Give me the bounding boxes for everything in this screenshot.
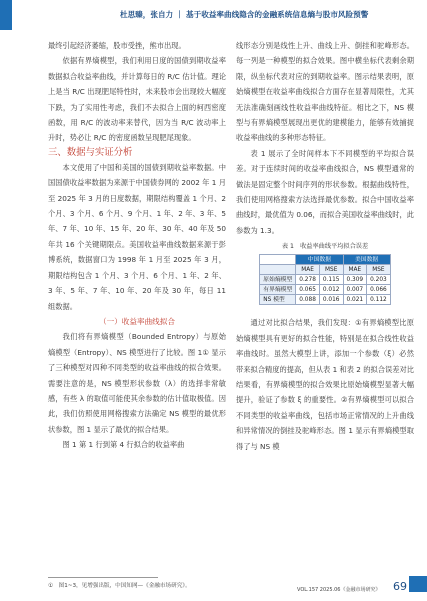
table-row bbox=[260, 295, 390, 305]
table-cell: 0.203 bbox=[367, 275, 391, 285]
journal-source: VOL.157 2025.06《金融市场研究》 bbox=[297, 587, 381, 593]
table-subheader: MAE bbox=[296, 265, 320, 275]
table-cell: 0.065 bbox=[296, 285, 320, 295]
footnote: ① 图1~3，见增强出版，中国知网—《金融市场研究》。 bbox=[48, 583, 191, 589]
page-header bbox=[0, 0, 427, 30]
table-cell: 0.066 bbox=[367, 285, 391, 295]
page-number: 69 bbox=[393, 580, 407, 593]
table-row-label: 有界熵模型 bbox=[260, 285, 296, 295]
table-row bbox=[260, 285, 390, 295]
table-row-label: 原始熵模型 bbox=[260, 275, 296, 285]
paragraph: 通过对比拟合结果，我们发现：①有界熵模型比原始熵模型具有更好的拟合性能，特别是在拟合线性收益率曲线时。虽然大模型上讲，添加一个参数（ξ）必然带来拟合精度的提高，但从表 1 和表 2 的拟合误差对比结果看，有界熵模型的拟合效果比原始熵模型显著大幅提升，验证了参数 ξ 的重要性。②有界熵模型可以拟合不同类型的收益率曲线，包括市场正常情况的上升曲线和异常情况的倒挂及驼峰形态。图 1 显示有界熵模型取得了与 NS 模 bbox=[236, 318, 414, 451]
table-corner-cell bbox=[260, 255, 296, 265]
table-group-header-row bbox=[260, 255, 390, 265]
page-tab-decoration bbox=[409, 576, 427, 592]
paragraph: 最终引起经济萎缩，股市受挫，熊市出现。 bbox=[48, 41, 186, 50]
paragraph: 表 1 展示了全时间样本下不同模型的平均拟合误差。对于连续时间的收益率曲线拟合，NS 模型通常的做法是固定整个时间序列的形状参数。根据曲线特性，我们使用网格搜索方法选择最优参数。拟合中国收益率曲线时，最优值为 0.06，而拟合美国收益率曲线时，此参数为 1.3。 bbox=[236, 148, 414, 235]
paragraph: 我们将有界熵模型（Bounded Entropy）与原始熵模型（Entropy）、NS 模型进行了比较。图 1① 显示了三种模型对四种不同类型的收益率曲线的拟合效果。需要注意的是，NS 模型形状参数（λ）的选择非常敏感，有些 λ 的取值可能使其余参数的估计值取极值。因此，我们仿照使用网格搜索方法确定 NS 模型的最优形状参数，图 1 显示了最优的拟合结果。 bbox=[48, 332, 226, 434]
table-row-label: NS 模型 bbox=[260, 295, 296, 305]
table-cell: 0.016 bbox=[319, 295, 343, 305]
table-subheader-row bbox=[260, 265, 390, 275]
table-subheader: MSE bbox=[367, 265, 391, 275]
table-subheader: MAE bbox=[343, 265, 367, 275]
header-accent-bar bbox=[0, 0, 12, 30]
footnote-divider bbox=[48, 577, 158, 578]
table-cell: 0.309 bbox=[343, 275, 367, 285]
paragraph: 本文使用了中国和美国的国债到期收益率数据。中国国债收益率数据为来源于中国债券网的 2002 年 1 月至 2025 年 3 月的日度数据，期限结构覆盖 1 个月、2 个月、3 个月、6 个月、9 个月、1 年、2 年、3 年、5 年、7 年、10 年、15 年、20 年、30 年、40 年及 50 年共 16 个关键期限点。美国收益率曲线数据来源于彭博系统，数据窗口为 1998 年 1 月至 2025 年 3 月，期限结构包含 1 个月、3 个月、6 个月、1 年、2 年、3 年、5 年、7 年、10 年、20 年及 30 年，每日 11 组数据。 bbox=[48, 162, 226, 311]
right-column bbox=[236, 38, 414, 454]
table-row bbox=[260, 275, 390, 285]
paragraph: 线形态分别是线性上升、曲线上升、倒挂和驼峰形态。每一列是一种模型的拟合效果。图中横坐标代表剩余期限，纵坐标代表对应的到期收益率。图示结果表明，原始熵模型在收益率曲线拟合方面存在显著局限性，尤其无法准确刻画线性收益率曲线特征。相比之下，NS 模型与有界熵模型展现出更优的建模能力，能够有效捕捉收益率曲线的多种形态特征。 bbox=[236, 41, 414, 143]
subsection-title: （一）收益率曲线拟合 bbox=[99, 316, 175, 326]
left-column bbox=[48, 38, 226, 453]
table-cell: 0.012 bbox=[319, 285, 343, 295]
table-cell: 0.115 bbox=[319, 275, 343, 285]
table-cell: 0.007 bbox=[343, 285, 367, 295]
running-header: 杜思臻，张自力 ｜ 基于收益率曲线隐含的金融系统信息熵与股市风险预警 bbox=[120, 10, 369, 19]
table-group-header: 中国数据 bbox=[296, 255, 343, 265]
table-cell: 0.021 bbox=[343, 295, 367, 305]
table-subheader: MSE bbox=[319, 265, 343, 275]
table-caption: 表 1 收益率曲线平均拟合误差 bbox=[281, 243, 369, 251]
table-cell: 0.278 bbox=[296, 275, 320, 285]
section-title: 三、数据与实证分析 bbox=[48, 146, 133, 158]
table-cell: 0.112 bbox=[367, 295, 391, 305]
error-table bbox=[259, 254, 390, 305]
paragraph: 图 1 第 1 行到第 4 行拟合的收益率曲 bbox=[62, 440, 185, 450]
paragraph: 依据有界熵模型，我们利用日度的国债到期收益率数据拟合收益率曲线，并计算每日的 R/C 估计值。理论上是当 R/C 出现肥尾特性时，未来股市会出现较大幅度下跌，为了实用性考虑，我们不去拟合上面的柯西密度函数，用 R/C 的波动率来替代，因为当 R/C 波动率上升时，势必让 R/C 的密度函数呈现肥尾现象。 bbox=[48, 56, 226, 143]
table-corner-cell bbox=[260, 265, 296, 275]
table-cell: 0.088 bbox=[296, 295, 320, 305]
table-group-header: 美国数据 bbox=[343, 255, 390, 265]
